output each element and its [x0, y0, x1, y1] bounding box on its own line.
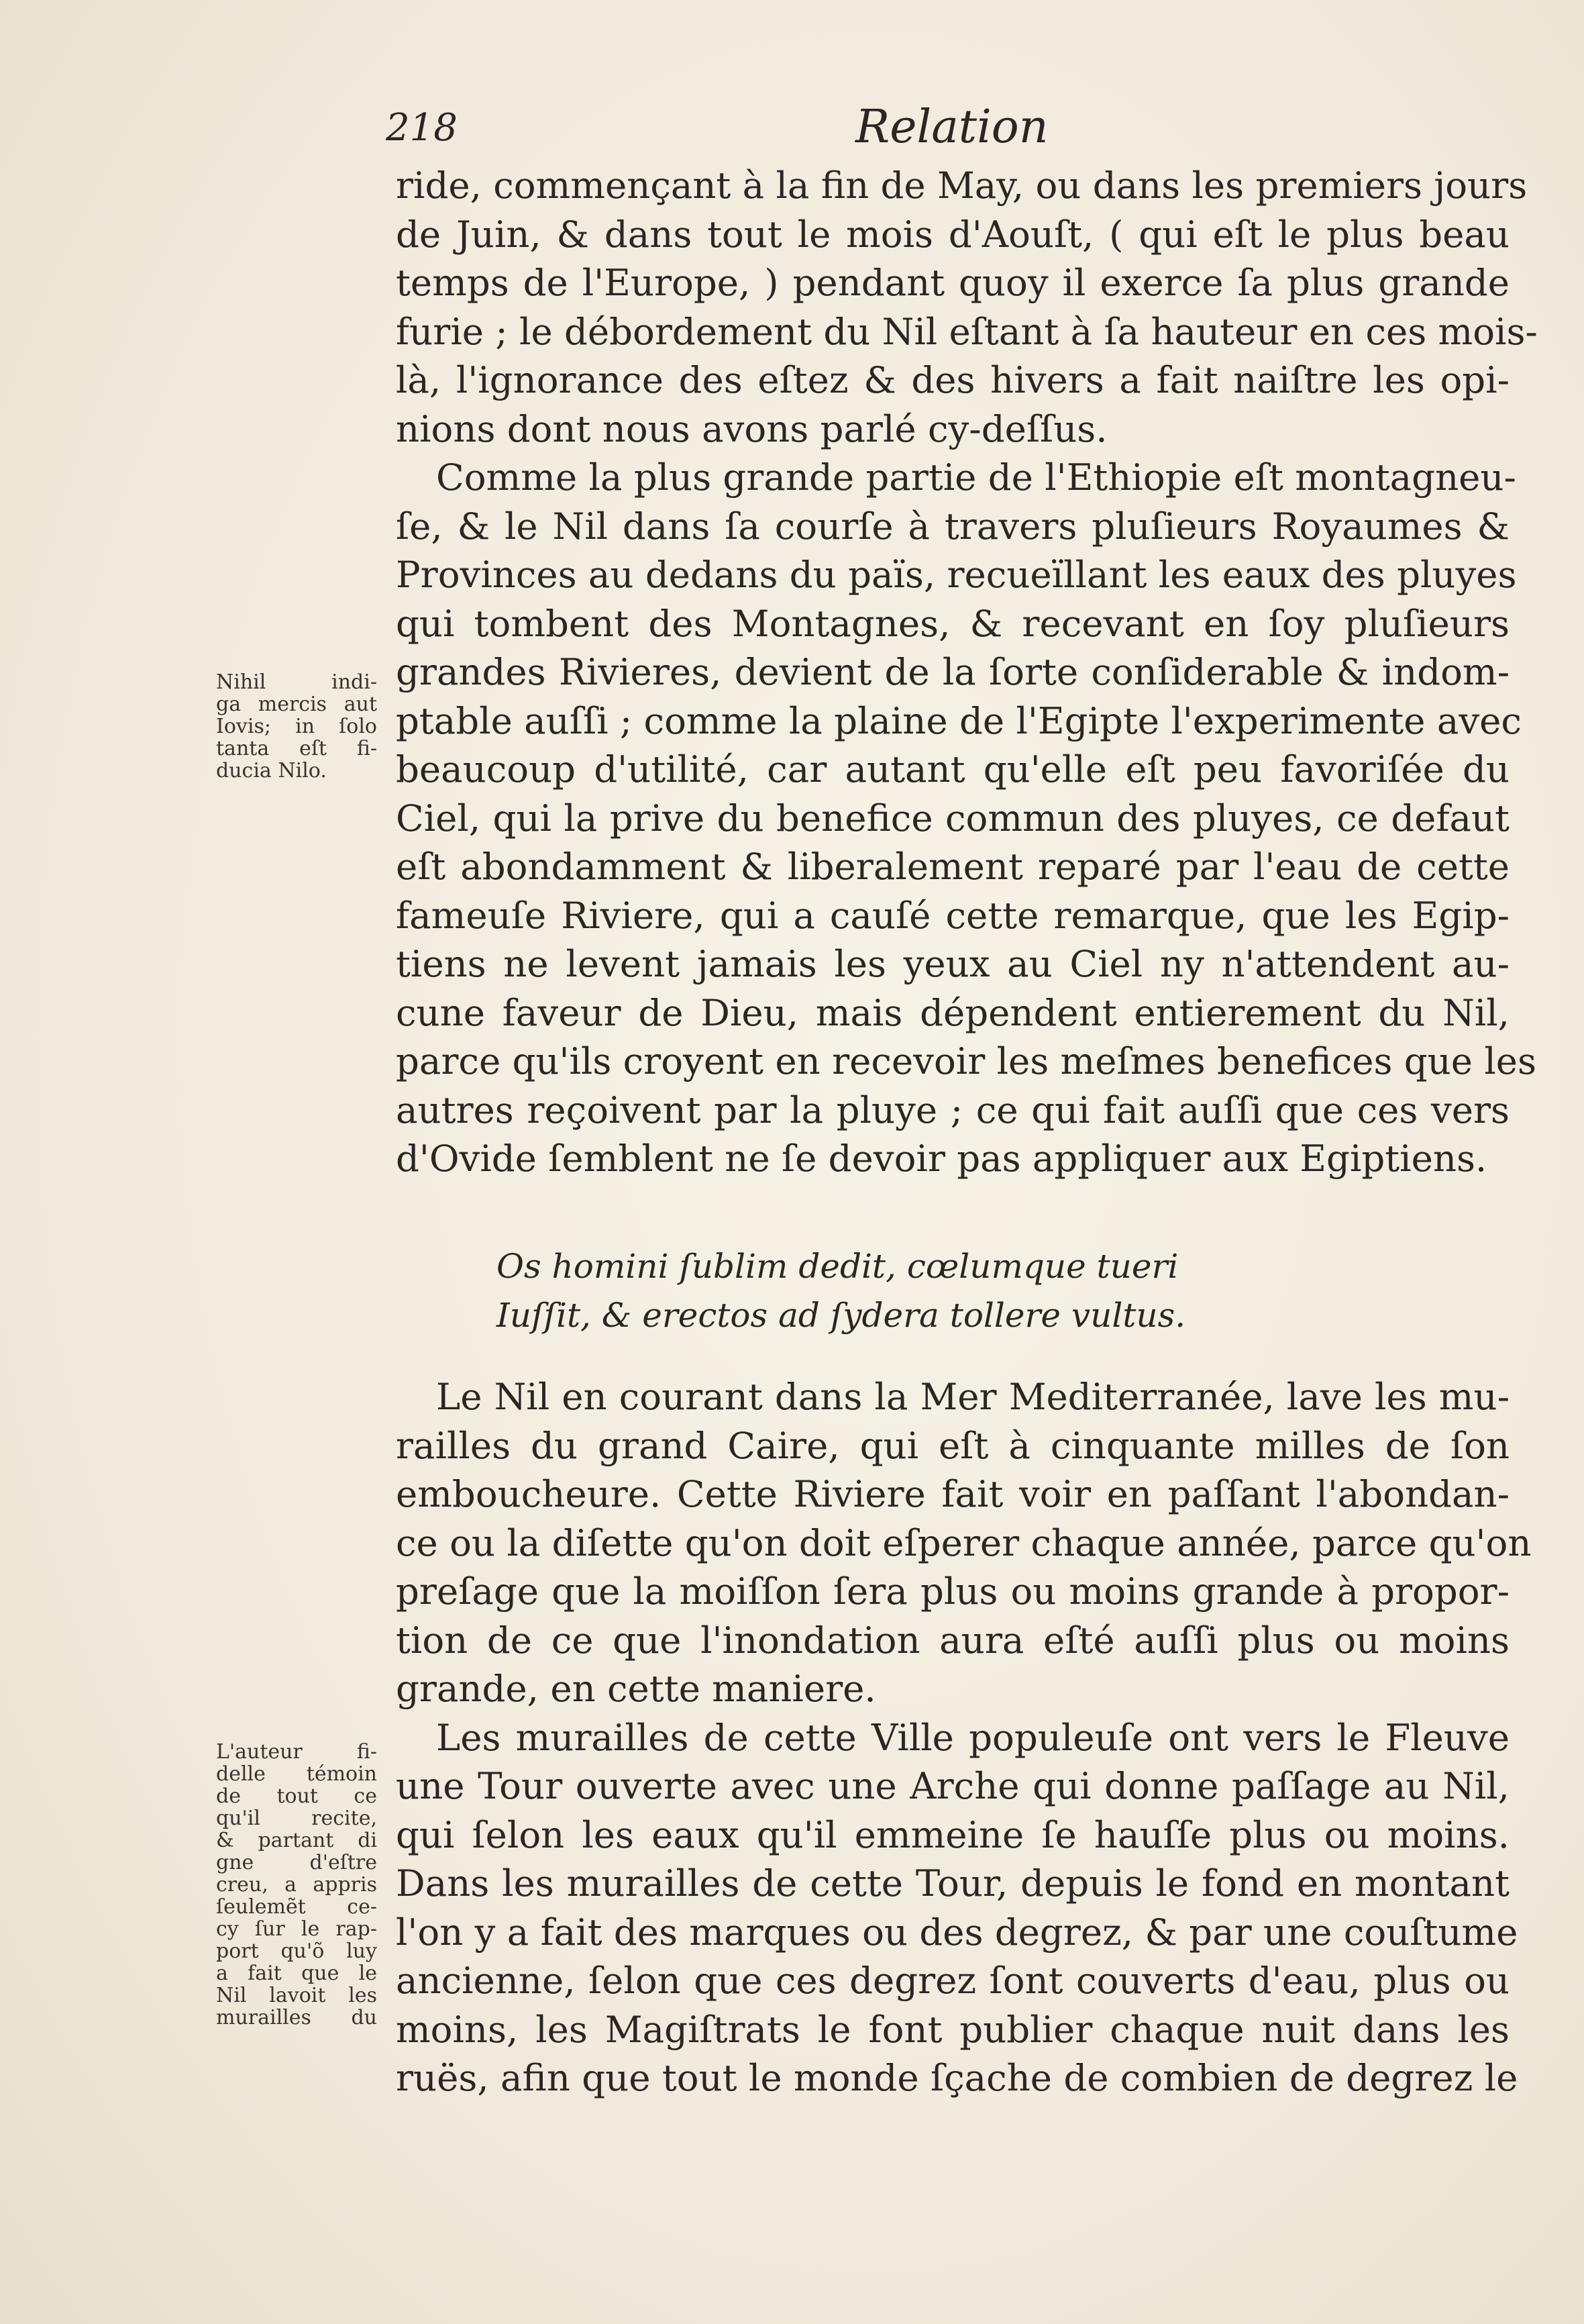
margin-line: murailles du [216, 2006, 377, 2029]
margin-line: gne d'eſtre [216, 1851, 377, 1874]
text-line: grande, en cette maniere. [396, 1667, 876, 1710]
verse-line: Os homini ſublim dedit, cœlumque tueri [496, 1247, 1179, 1286]
margin-line: Iovis; in ſolo [216, 715, 377, 738]
text-line: Ciel, qui la prive du benefice commun des pluyes, ce defaut [396, 796, 1510, 840]
text-line: ſe, & le Nil dans ſa courſe à travers pluſieurs Royaumes & [396, 504, 1510, 548]
text-line: beaucoup d'utilité, car autant qu'elle eſt peu favoriſée du [396, 748, 1510, 791]
text-line: Le Nil en courant dans la Mer Mediterranée, lave les mu- [436, 1375, 1510, 1418]
margin-note-latin [216, 671, 377, 782]
text-line: une Tour ouverte avec une Arche qui donne paſſage au Nil, [396, 1764, 1510, 1807]
text-line: nions dont nous avons parlé cy-deſſus. [396, 407, 1108, 450]
margin-note-author [216, 1741, 377, 2029]
margin-line: Nil lavoit les [216, 1984, 377, 2007]
text-line: Comme la plus grande partie de l'Ethiopie eſt montagneu- [436, 456, 1516, 499]
paragraph-4 [396, 1713, 1518, 2103]
text-line: emboucheure. Cette Riviere fait voir en paſſant l'abondan- [396, 1472, 1510, 1515]
margin-line: port qu'õ luy [216, 1939, 377, 1963]
text-line: cune faveur de Dieu, mais dépendent entierement du Nil, [396, 991, 1510, 1034]
text-line: furie ; le débordement du Nil eſtant à ſa hauteur en ces mois- [396, 309, 1538, 353]
text-line: railles du grand Caire, qui eſt à cinquante milles de ſon [396, 1423, 1510, 1467]
text-line: ptable auſſi ; comme la plaine de l'Egipte l'experimente avec [396, 699, 1522, 742]
text-line: d'Ovide ſemblent ne ſe devoir pas appliquer aux Egiptiens. [396, 1137, 1487, 1180]
main-text-block [396, 161, 1538, 1183]
text-line: moins, les Magiſtrats le font publier chaque nuit dans les [396, 2007, 1510, 2051]
margin-line: ducia Nilo. [216, 759, 327, 782]
text-line: de Juin, & dans tout le mois d'Aouſt, ( qui eſt le plus beau [396, 212, 1510, 256]
margin-line: Nihil indi- [216, 670, 377, 694]
text-line: grandes Rivieres, devient de la ſorte conſiderable & indom- [396, 650, 1510, 693]
margin-line: cy ſur le rap- [216, 1917, 377, 1941]
text-line: qui ſelon les eaux qu'il emmeine ſe hauſſe plus ou moins. [396, 1813, 1510, 1856]
page-header [386, 101, 1526, 161]
text-line: l'on y a fait des marques ou des degrez, & par une couſtume [396, 1910, 1518, 1954]
text-line: qui tombent des Montagnes, & recevant en ſoy pluſieurs [396, 601, 1510, 645]
text-line: Les murailles de cette Ville populeuſe ont vers le Fleuve [436, 1715, 1510, 1759]
latin-verse-quotation [496, 1242, 1275, 1339]
main-text-block-continued [396, 1372, 1532, 2103]
paragraph-2 [396, 453, 1537, 1183]
text-line: parce qu'ils croyent en recevoir les meſmes benefices que les [396, 1040, 1537, 1082]
text-line: autres reçoivent par la pluye ; ce qui fait auſſi que ces vers [396, 1088, 1510, 1131]
page-number: 218 [386, 106, 458, 150]
text-line: fameuſe Riviere, qui a cauſé cette remarque, que les Egip- [396, 893, 1510, 937]
margin-line: a fait que le [216, 1962, 377, 1985]
paragraph-1 [396, 161, 1538, 453]
text-line: preſage que la moiſſon ſera plus ou moins grande à propor- [396, 1570, 1510, 1613]
verse-line: Iuſſit, & erectos ad ſydera tollere vultus. [496, 1295, 1186, 1335]
text-line: ce ou la diſette qu'on doit eſperer chaque année, parce qu'on [396, 1521, 1532, 1564]
margin-line: L'auteur fi- [216, 1740, 377, 1764]
text-line: eſt abondamment & liberalement reparé par l'eau de cette [396, 845, 1510, 888]
running-title: Relation [855, 101, 1049, 154]
margin-line: de tout ce [216, 1784, 377, 1808]
text-line: ruës, afin que tout le monde ſçache de combien de degrez le [396, 2056, 1518, 2099]
margin-line: delle témoin [216, 1762, 377, 1786]
margin-line: ſeulemẽt ce- [216, 1895, 377, 1919]
margin-line: creu, a appris [216, 1873, 377, 1897]
margin-line: ga mercis aut [216, 693, 377, 716]
text-line: ancienne, ſelon que ces degrez ſont couverts d'eau, plus ou [396, 1959, 1510, 2002]
margin-line: tanta eſt fi- [216, 737, 377, 760]
text-line: tiens ne levent jamais les yeux au Ciel ny n'attendent au- [396, 942, 1510, 985]
text-line: là, l'ignorance des eſtez & des hivers a fait naiſtre les opi- [396, 358, 1510, 401]
text-line: Dans les murailles de cette Tour, depuis le fond en montant [396, 1862, 1510, 1905]
text-line: tion de ce que l'inondation aura eſté auſſi plus ou moins [396, 1618, 1510, 1662]
text-line: temps de l'Europe, ) pendant quoy il exerce ſa plus grande [396, 261, 1510, 304]
margin-line: & partant di [216, 1829, 377, 1852]
paragraph-3 [396, 1372, 1532, 1713]
margin-line: qu'il recite, [216, 1807, 377, 1830]
text-line: ride, commençant à la fin de May, ou dans les premiers jours [396, 164, 1528, 207]
text-line: Provinces au dedans du païs, recueïllant les eaux des pluyes [396, 553, 1517, 596]
